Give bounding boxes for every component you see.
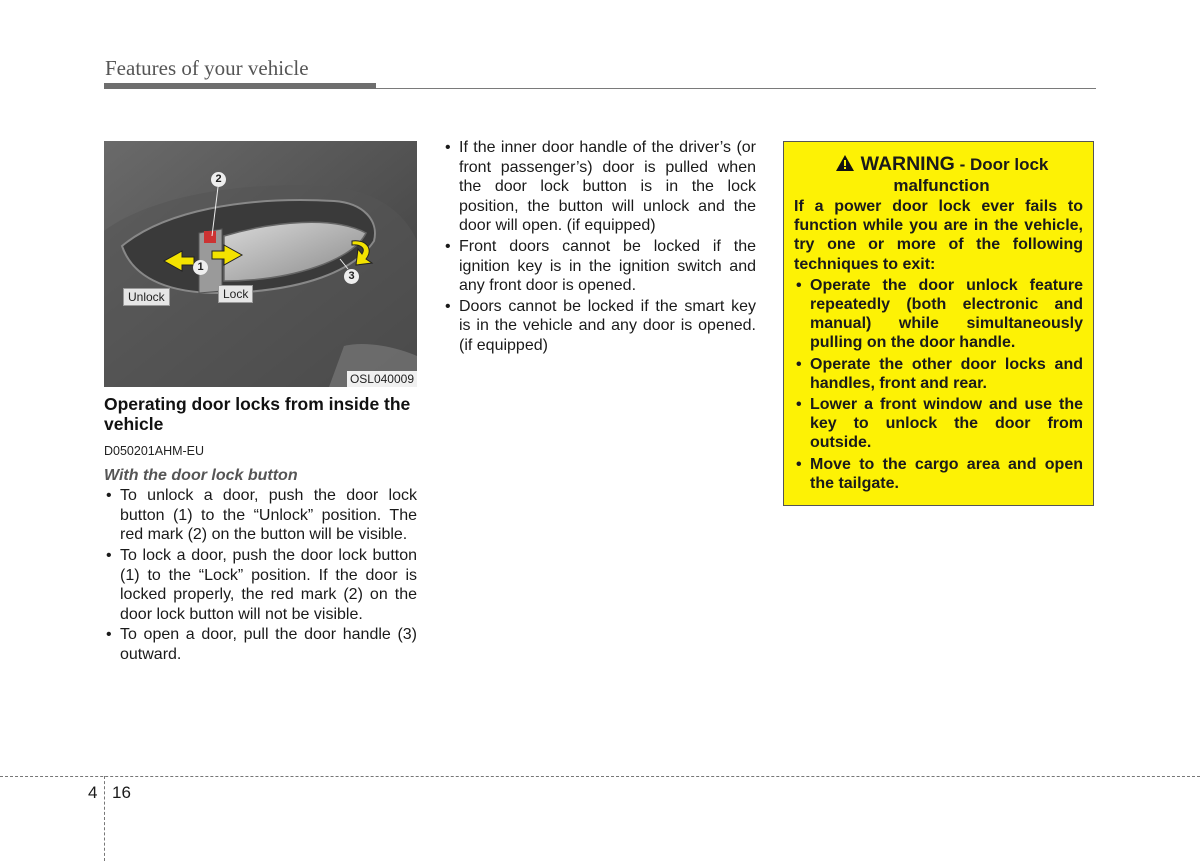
lock-label: Lock xyxy=(218,285,253,303)
warning-bullet-list xyxy=(794,276,1083,493)
list-item: • If the inner door handle of the driver’s (or front passenger’s) door is pulled when the door lock button is in the lock position, the button will unlock and the door will open. (if equipped) xyxy=(443,138,756,236)
list-item: • Lower a front window and use the key to unlock the door from outside. xyxy=(794,395,1083,453)
list-item: • Operate the door unlock feature repeatedly (both electronic and manual) while simultaneously pulling on the door handle. xyxy=(794,276,1083,353)
red-mark xyxy=(204,231,216,243)
left-column xyxy=(104,394,417,666)
warning-title xyxy=(794,154,1083,196)
list-item: • Move to the cargo area and open the tailgate. xyxy=(794,455,1083,493)
section-heading: Operating door locks from inside the vehicle xyxy=(104,394,411,434)
chapter-number: 4 xyxy=(88,783,98,802)
list-item: • Front doors cannot be locked if the ignition key is in the ignition switch and any front door is opened. xyxy=(443,237,756,296)
list-item: • Operate the other door locks and handles, front and rear. xyxy=(794,355,1083,393)
list-item: • To open a door, pull the door handle (3) outward. xyxy=(104,625,417,664)
list-item: • To unlock a door, push the door lock button (1) to the “Unlock” position. The red mark (2) on the button will be visible. xyxy=(104,486,417,545)
warning-triangle-icon xyxy=(835,154,855,172)
footer-rule xyxy=(0,776,1200,777)
warning-subtitle: - Door lock malfunction xyxy=(893,155,1049,195)
page-number: 16 xyxy=(112,783,131,802)
list-item: • To lock a door, push the door lock button (1) to the “Lock” position. If the door is locked properly, the red mark (2) on the door lock button will not be visible. xyxy=(104,546,417,624)
footer-divider xyxy=(104,776,105,861)
document-code: D050201AHM-EU xyxy=(104,444,205,458)
warning-box xyxy=(783,141,1094,506)
door-lock-illustration xyxy=(104,141,417,387)
door-panel-drawing xyxy=(104,141,417,387)
page-header-title: Features of your vehicle xyxy=(105,56,309,80)
callout-1: 1 xyxy=(193,260,208,275)
callout-2: 2 xyxy=(211,172,226,187)
callout-3: 3 xyxy=(344,269,359,284)
middle-column xyxy=(443,138,756,357)
list-item: • Doors cannot be locked if the smart key is in the vehicle and any door is opened. (if equipped) xyxy=(443,297,756,356)
header-rule-thin xyxy=(376,88,1096,89)
left-bullet-list xyxy=(104,486,417,664)
header-rule-thick xyxy=(104,83,376,89)
subheading: With the door lock button xyxy=(104,466,298,484)
middle-bullet-list xyxy=(443,138,756,356)
unlock-label: Unlock xyxy=(123,288,170,306)
warning-word: WARNING xyxy=(860,153,955,175)
figure-code: OSL040009 xyxy=(347,371,417,387)
warning-intro: If a power door lock ever fails to function while you are in the vehicle, try one or more of the following techniques to exit: xyxy=(794,198,1083,273)
